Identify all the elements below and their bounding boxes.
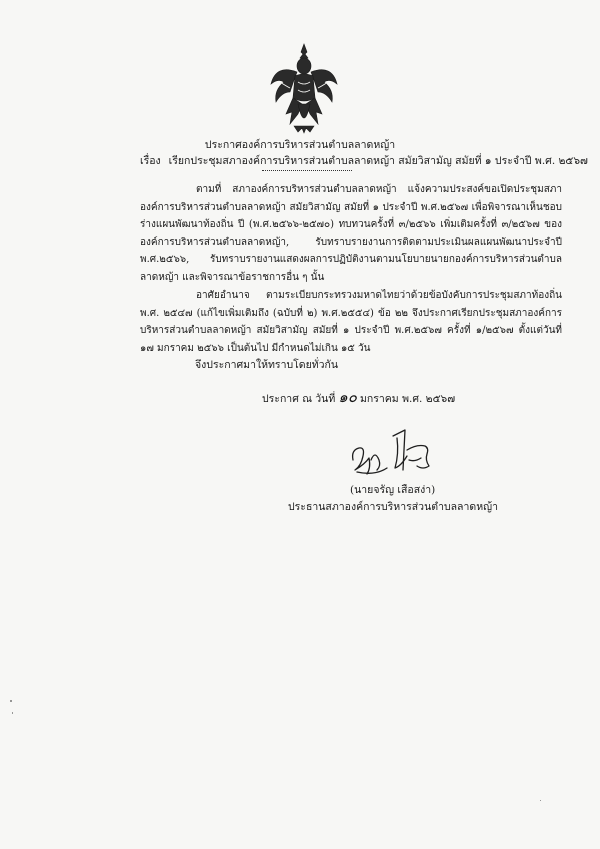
date-day: ๑๐ xyxy=(338,388,357,406)
notification-line: จึงประกาศมาให้ทราบโดยทั่วกัน xyxy=(195,359,339,371)
body-paragraph-1: ตามที่ สภาองค์การบริหารส่วนตำบลลาดหญ้า แจ้งความประสงค์ขอเปิดประชุมสภาองค์การบริหารส่วนตำบลลาดหญ้า สมัยวิสามัญ สมัยที่ ๑ ประจำปี พ.ศ.๒๕๖๗ เพื่อพิจารณาเห็นชอบร่างแผนพัฒนาท้องถิ่น ปี (พ.ศ.๒๕๖๖-๒๕๗๐) ทบทวนครั้งที่ ๓/๒๕๖๖ เพิ่มเติมครั้งที่ ๓/๒๕๖๗ ขององค์การบริหารส่วนตำบลลาดหญ้า, รับทราบรายงานการติดตามประเมินผลแผนพัฒนาประจำปี พ.ศ.๒๕๖๖, รับทราบรายงานแสดงผลการปฏิบัติงานตามนโยบายนายกองค์การบริหารส่วนตำบลลาดหญ้า และพิจารณาข้อราชการอื่น ๆ นั้น xyxy=(140,184,562,283)
announcement-date xyxy=(262,385,455,409)
subject-text: เรียกประชุมสภาองค์การบริหารส่วนตำบลลาดหญ้า สมัยวิสามัญ สมัยที่ ๑ ประจำปี พ.ศ. ๒๕๖๗ xyxy=(168,155,588,167)
date-month-year: มกราคม พ.ศ. ๒๕๖๗ xyxy=(359,393,456,405)
announcement-title: ประกาศองค์การบริหารส่วนตำบลลาดหญ้า xyxy=(204,139,396,151)
body-paragraph-2: อาศัยอำนาจ ตามระเบียบกระทรวงมหาดไทยว่าด้วยข้อบังคับการประชุมสภาท้องถิ่น พ.ศ. ๒๕๔๗ (แก้ไขเพิ่มเติมถึง (ฉบับที่ ๒) พ.ศ.๒๕๕๔) ข้อ ๒๒ จึงประกาศเรียกประชุมสภาองค์การบริหารส่วนตำบลลาดหญ้า สมัยวิสามัญ สมัยที่ ๑ ประจำปี พ.ศ.๒๕๖๗ ครั้งที่ ๑/๒๕๖๗ ตั้งแต่วันที่ ๑๗ มกราคม ๒๕๖๖ เป็นต้นไป มีกำหนดไม่เกิน ๑๕ วัน xyxy=(140,290,562,354)
garuda-emblem-icon xyxy=(268,42,340,134)
signer-name: (นายจรัญ เสือสง่า) xyxy=(350,484,436,496)
date-prefix: ประกาศ ณ วันที่ xyxy=(262,393,336,405)
scan-speck xyxy=(12,712,13,714)
handwritten-signature-icon xyxy=(345,420,440,482)
signer-position: ประธานสภาองค์การบริหารส่วนตำบลลาดหญ้า xyxy=(288,501,498,513)
scan-speck xyxy=(540,800,541,801)
subject-line xyxy=(140,152,588,169)
header-divider xyxy=(262,170,352,171)
subject-label: เรื่อง xyxy=(140,155,161,167)
scan-speck xyxy=(10,700,12,702)
